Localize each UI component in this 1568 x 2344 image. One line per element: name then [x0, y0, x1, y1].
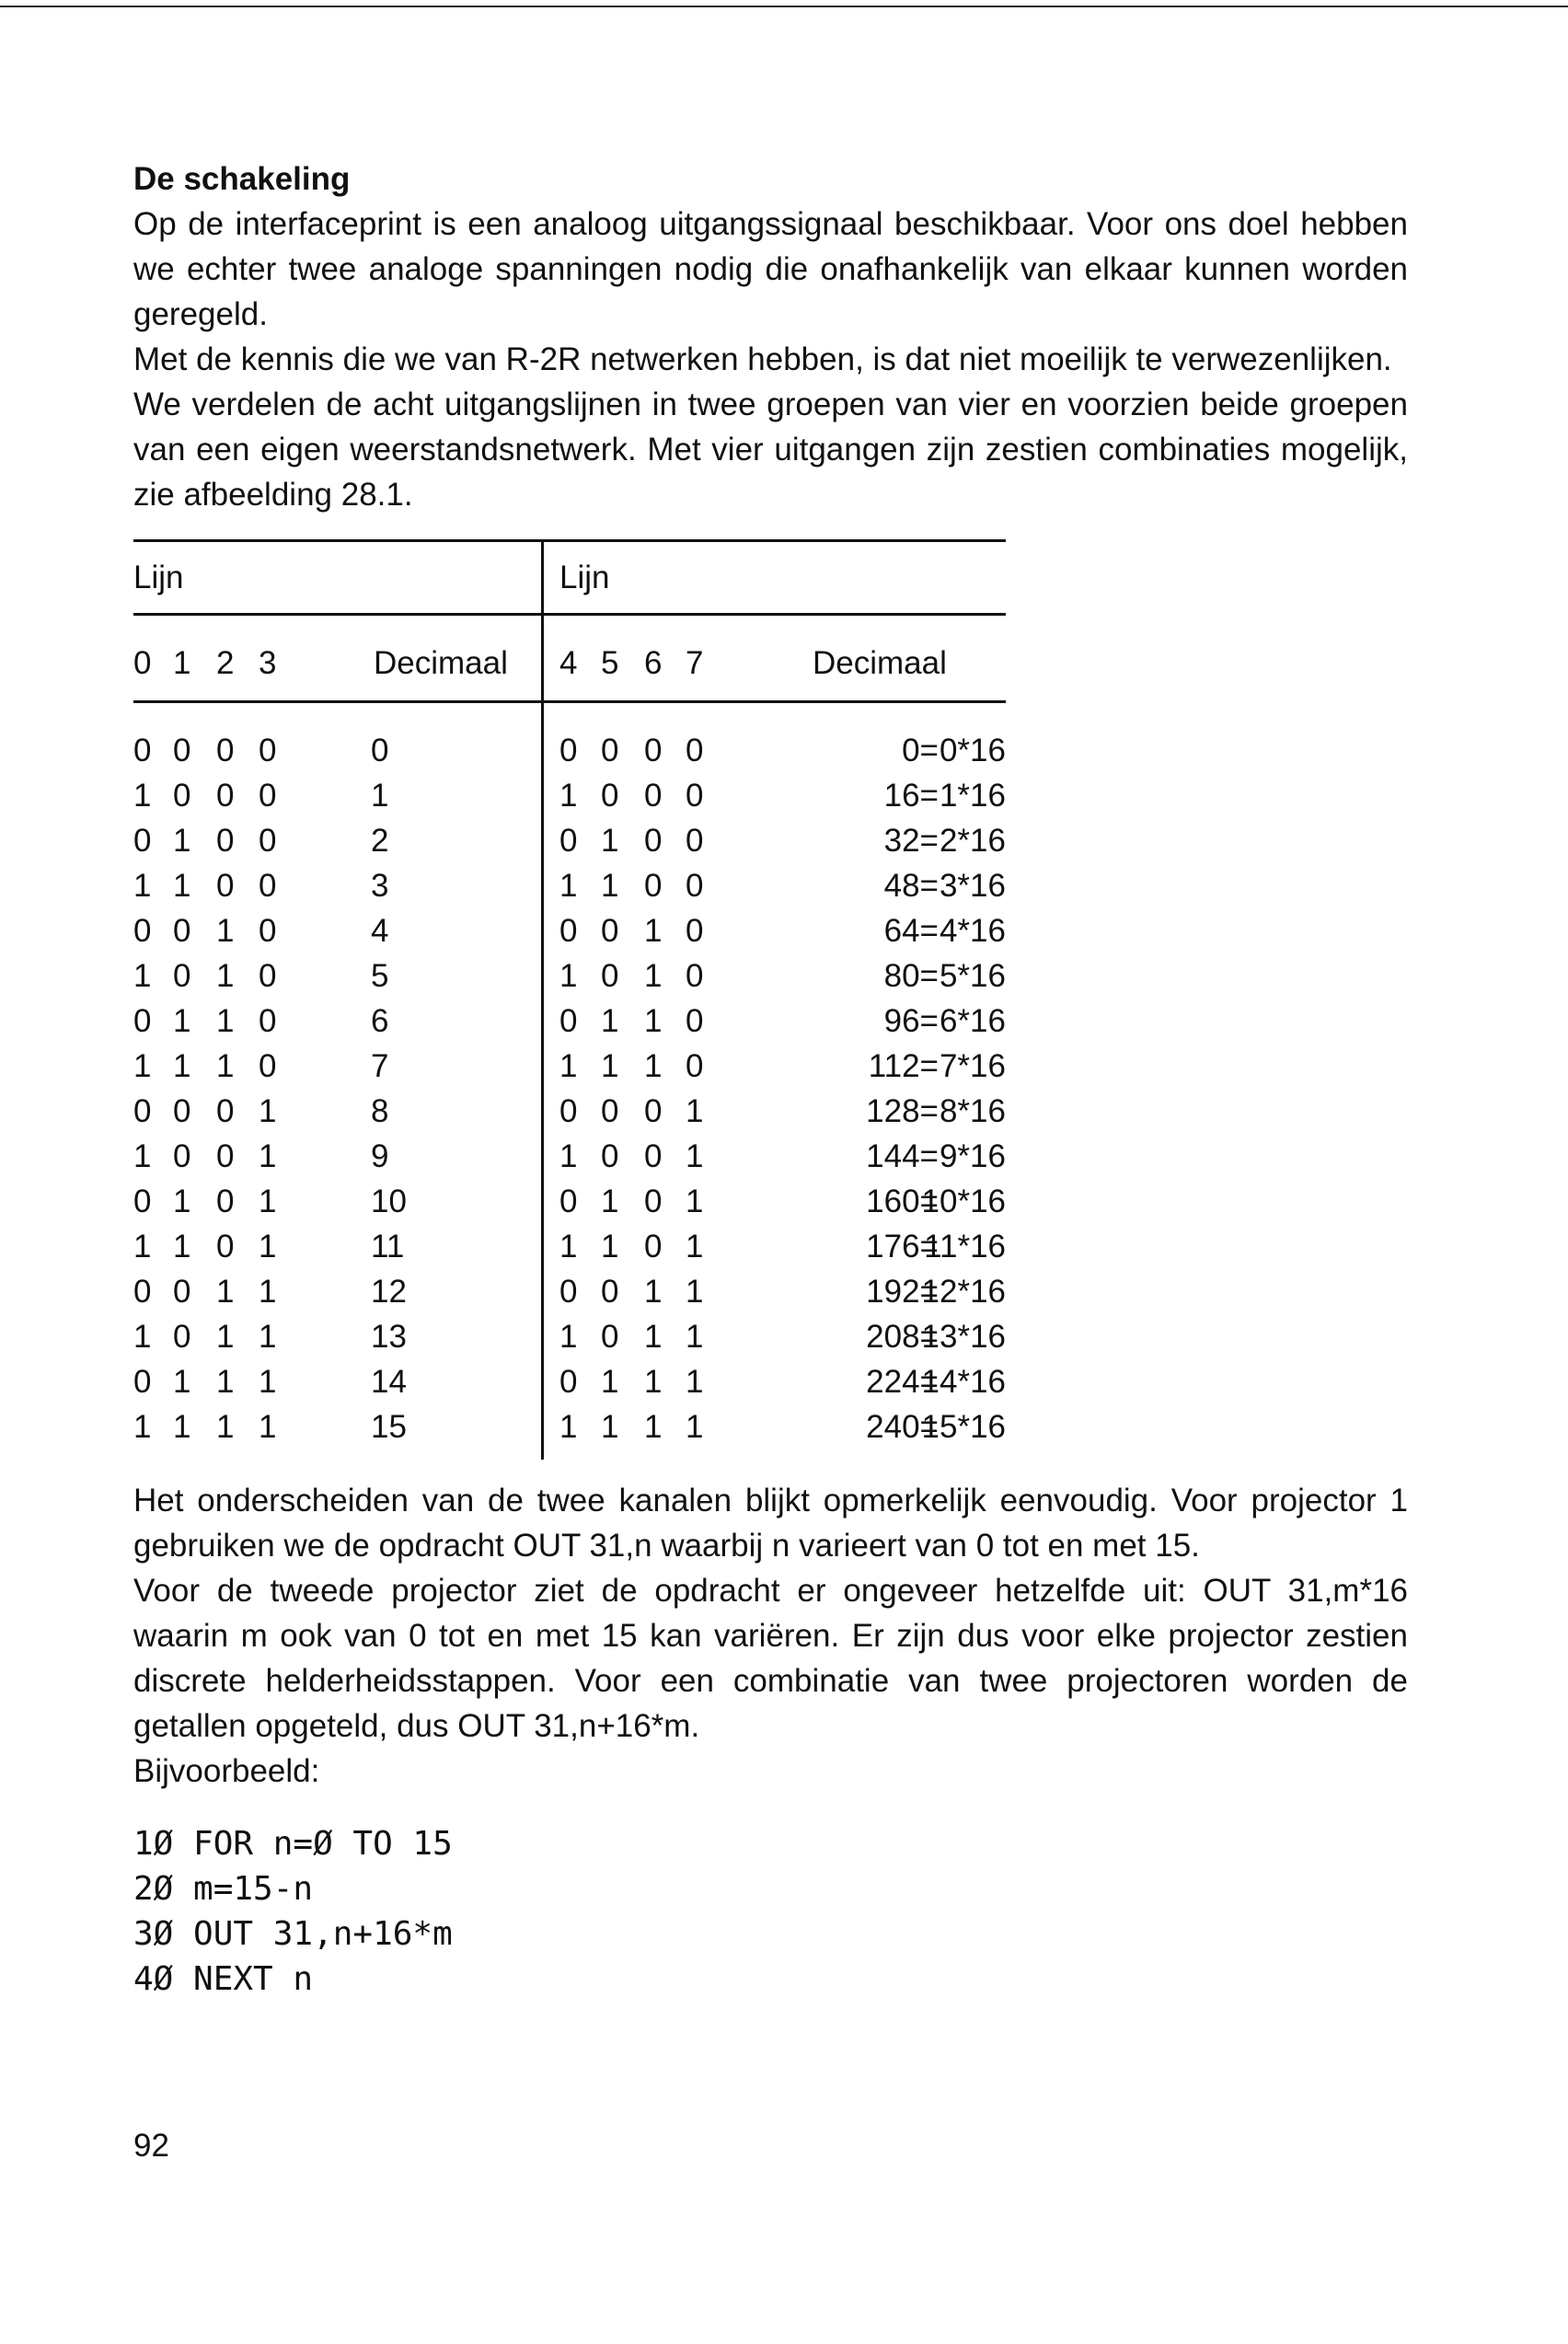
page-content: [133, 156, 1412, 2002]
bit-cell: 1: [133, 958, 152, 994]
bit-cell: 1: [216, 1319, 235, 1355]
bit-cell: 1: [259, 1229, 277, 1264]
bit-cell: 0: [259, 1048, 277, 1084]
bit-cell: 0: [133, 1093, 152, 1129]
bit-cell: 1: [173, 823, 191, 859]
bit-cell: 0: [601, 1274, 619, 1310]
top-rule: [0, 6, 1568, 7]
decimal-cell: 1: [371, 778, 389, 814]
bit-cell: 0: [173, 1319, 191, 1355]
bit-cell: 0: [686, 868, 704, 904]
col-header: 0: [133, 645, 152, 681]
bit-cell: 0: [133, 823, 152, 859]
bit-cell: 1: [601, 1003, 619, 1039]
bit-cell: 0: [559, 733, 578, 768]
bit-cell: 1: [559, 1138, 578, 1174]
multiplier-cell: 14*16: [921, 1364, 1006, 1400]
bit-cell: 1: [216, 958, 235, 994]
bit-cell: 0: [133, 1003, 152, 1039]
section-heading: De schakeling: [133, 161, 351, 197]
decimal-cell: 12: [371, 1274, 407, 1310]
value-cell: 176=: [866, 1229, 939, 1264]
bit-cell: 0: [644, 1229, 663, 1264]
bit-cell: 1: [601, 823, 619, 859]
group-header-right: Lijn: [559, 560, 610, 595]
bit-cell: 1: [601, 1409, 619, 1445]
bit-cell: 0: [259, 958, 277, 994]
bit-cell: 0: [259, 868, 277, 904]
decimal-cell: 6: [371, 1003, 389, 1039]
bit-cell: 0: [216, 868, 235, 904]
paragraph: Met de kennis die we van R-2R netwerken hebben, is dat niet moeilijk te verwezenlijken.: [133, 341, 1392, 377]
paragraph: We verdelen de acht uitgangslijnen in twee groepen van vier en voorzien beide groepen van een eigen weerstandsnetwerk. Met vier uitgangen zijn zestien combinaties mogelijk, zie afbeelding 28.1.: [133, 387, 1408, 513]
decimal-cell: 2: [371, 823, 389, 859]
bit-cell: 0: [601, 913, 619, 949]
value-cell: 224=: [866, 1364, 939, 1400]
value-cell: 80=: [883, 958, 939, 994]
bit-cell: 1: [173, 1364, 191, 1400]
bit-cell: 0: [259, 913, 277, 949]
bit-cell: 1: [133, 1048, 152, 1084]
bit-cell: 1: [259, 1138, 277, 1174]
value-cell: 64=: [883, 913, 939, 949]
bit-cell: 0: [173, 1274, 191, 1310]
bit-cell: 1: [686, 1093, 704, 1129]
decimal-cell: 7: [371, 1048, 389, 1084]
bit-cell: 1: [559, 1229, 578, 1264]
bit-cell: 0: [686, 913, 704, 949]
multiplier-cell: 6*16: [939, 1003, 1006, 1039]
bit-cell: 1: [559, 1409, 578, 1445]
bit-cell: 1: [686, 1184, 704, 1219]
value-cell: 240=: [866, 1409, 939, 1445]
multiplier-cell: 12*16: [921, 1274, 1006, 1310]
col-header: 4: [559, 645, 578, 681]
col-header: 6: [644, 645, 663, 681]
bit-cell: 1: [173, 1229, 191, 1264]
decimal-cell: 15: [371, 1409, 407, 1445]
bit-cell: 1: [559, 1319, 578, 1355]
multiplier-cell: 15*16: [921, 1409, 1006, 1445]
bit-cell: 0: [559, 1003, 578, 1039]
bit-cell: 1: [216, 1003, 235, 1039]
bit-cell: 0: [173, 733, 191, 768]
bit-cell: 0: [644, 778, 663, 814]
table-header-rule: [133, 613, 1006, 616]
bit-cell: 0: [133, 913, 152, 949]
paragraph: Het onderscheiden van de twee kanalen blijkt opmerkelijk eenvoudig. Voor projector 1 gebruiken we de opdracht OUT 31,n waarbij n varieert van 0 tot en met 15.: [133, 1483, 1408, 1564]
multiplier-cell: 13*16: [921, 1319, 1006, 1355]
bit-cell: 0: [259, 733, 277, 768]
bit-cell: 0: [601, 1093, 619, 1129]
bit-cell: 0: [686, 1048, 704, 1084]
table-body-rule: [133, 700, 1006, 703]
col-header: Decimaal: [813, 645, 947, 681]
bit-cell: 1: [559, 868, 578, 904]
multiplier-cell: 8*16: [939, 1093, 1006, 1129]
value-cell: 96=: [883, 1003, 939, 1039]
value-cell: 144=: [866, 1138, 939, 1174]
bit-cell: 0: [216, 1184, 235, 1219]
decimal-cell: 0: [371, 733, 389, 768]
bit-cell: 1: [644, 1048, 663, 1084]
bit-cell: 1: [686, 1364, 704, 1400]
bit-cell: 1: [216, 1364, 235, 1400]
bit-cell: 1: [644, 1319, 663, 1355]
decimal-cell: 9: [371, 1138, 389, 1174]
bit-cell: 0: [686, 958, 704, 994]
bit-cell: 0: [559, 913, 578, 949]
bit-table: [133, 539, 1006, 1460]
bit-cell: 1: [559, 958, 578, 994]
value-cell: 32=: [883, 823, 939, 859]
col-header: 7: [686, 645, 704, 681]
bit-cell: 0: [133, 733, 152, 768]
col-header: 5: [601, 645, 619, 681]
bit-cell: 1: [686, 1409, 704, 1445]
bit-cell: 0: [644, 1184, 663, 1219]
bit-cell: 0: [559, 1274, 578, 1310]
bit-cell: 0: [216, 778, 235, 814]
bit-cell: 0: [559, 823, 578, 859]
bit-cell: 1: [686, 1229, 704, 1264]
multiplier-cell: 0*16: [939, 733, 1006, 768]
decimal-cell: 10: [371, 1184, 407, 1219]
bit-cell: 1: [216, 913, 235, 949]
bit-cell: 0: [601, 1319, 619, 1355]
decimal-cell: 4: [371, 913, 389, 949]
bit-cell: 1: [644, 1364, 663, 1400]
bit-cell: 1: [259, 1319, 277, 1355]
bit-cell: 0: [686, 733, 704, 768]
decimal-cell: 3: [371, 868, 389, 904]
bit-cell: 1: [133, 778, 152, 814]
multiplier-cell: 7*16: [939, 1048, 1006, 1084]
bit-cell: 0: [133, 1184, 152, 1219]
bit-cell: 1: [259, 1093, 277, 1129]
bit-cell: 1: [686, 1274, 704, 1310]
bit-cell: 0: [216, 823, 235, 859]
bit-cell: 0: [644, 868, 663, 904]
col-header: 1: [173, 645, 191, 681]
code-line: 3Ø OUT 31,n+16*m: [133, 1915, 453, 1953]
bit-cell: 0: [686, 1003, 704, 1039]
multiplier-cell: 9*16: [939, 1138, 1006, 1174]
bit-cell: 1: [173, 1003, 191, 1039]
bit-cell: 1: [601, 1229, 619, 1264]
bit-cell: 0: [559, 1184, 578, 1219]
bit-cell: 1: [559, 1048, 578, 1084]
bit-cell: 0: [686, 823, 704, 859]
bit-cell: 1: [216, 1048, 235, 1084]
value-cell: 192=: [866, 1274, 939, 1310]
bit-cell: 1: [259, 1274, 277, 1310]
bit-cell: 0: [559, 1364, 578, 1400]
bit-cell: 1: [216, 1409, 235, 1445]
bit-cell: 1: [173, 1184, 191, 1219]
value-cell: 128=: [866, 1093, 939, 1129]
bit-cell: 1: [133, 1319, 152, 1355]
multiplier-cell: 3*16: [939, 868, 1006, 904]
multiplier-cell: 2*16: [939, 823, 1006, 859]
bit-cell: 1: [173, 868, 191, 904]
bit-cell: 0: [173, 778, 191, 814]
bit-cell: 0: [644, 823, 663, 859]
bit-cell: 1: [259, 1364, 277, 1400]
table-top-rule: [133, 539, 1006, 542]
bit-cell: 0: [173, 1093, 191, 1129]
bit-cell: 0: [259, 1003, 277, 1039]
table-divider: [541, 539, 544, 1460]
bit-cell: 1: [644, 1003, 663, 1039]
bit-cell: 1: [133, 868, 152, 904]
group-header-left: Lijn: [133, 560, 184, 595]
bit-cell: 0: [644, 1138, 663, 1174]
bit-cell: 0: [173, 913, 191, 949]
bit-cell: 1: [133, 1409, 152, 1445]
bit-cell: 1: [173, 1048, 191, 1084]
bit-cell: 1: [601, 1048, 619, 1084]
multiplier-cell: 11*16: [924, 1229, 1006, 1264]
paragraph: Voor de tweede projector ziet de opdracht er ongeveer hetzelfde uit: OUT 31,m*16 waarin m ook van 0 tot en met 15 kan variëren. Er zijn dus voor elke projector zestien discrete helderheidsstappen. Voor een combinatie van twee projectoren worden de getallen opgeteld, dus OUT 31,n+16*m.: [133, 1573, 1408, 1744]
bit-cell: 0: [559, 1093, 578, 1129]
value-cell: 208=: [866, 1319, 939, 1355]
value-cell: 112=: [868, 1048, 939, 1084]
paragraph: Op de interfaceprint is een analoog uitgangssignaal beschikbaar. Voor ons doel hebben we echter twee analoge spanningen nodig die onafhankelijk van elkaar kunnen worden geregeld.: [133, 206, 1408, 332]
bit-cell: 1: [644, 958, 663, 994]
decimal-cell: 13: [371, 1319, 407, 1355]
decimal-cell: 8: [371, 1093, 389, 1129]
multiplier-cell: 1*16: [939, 778, 1006, 814]
multiplier-cell: 10*16: [921, 1184, 1006, 1219]
col-header: Decimaal: [374, 645, 508, 681]
bit-cell: 0: [216, 1229, 235, 1264]
value-cell: 16=: [883, 778, 939, 814]
bit-cell: 1: [216, 1274, 235, 1310]
bit-cell: 0: [644, 733, 663, 768]
bit-cell: 1: [686, 1319, 704, 1355]
bit-cell: 0: [133, 1364, 152, 1400]
decimal-cell: 11: [371, 1229, 405, 1264]
decimal-cell: 14: [371, 1364, 407, 1400]
bit-cell: 1: [133, 1229, 152, 1264]
code-line: 2Ø m=15-n: [133, 1870, 314, 1908]
bit-cell: 0: [133, 1274, 152, 1310]
bit-cell: 0: [601, 1138, 619, 1174]
multiplier-cell: 5*16: [939, 958, 1006, 994]
bit-cell: 1: [644, 913, 663, 949]
bit-cell: 1: [644, 1409, 663, 1445]
bit-cell: 0: [259, 823, 277, 859]
code-line: 4Ø NEXT n: [133, 1960, 314, 1998]
bit-cell: 1: [644, 1274, 663, 1310]
bit-cell: 0: [601, 778, 619, 814]
value-cell: 0=: [902, 733, 939, 768]
bit-cell: 0: [259, 778, 277, 814]
value-cell: 48=: [883, 868, 939, 904]
bit-cell: 0: [601, 958, 619, 994]
value-cell: 160=: [866, 1184, 939, 1219]
bit-cell: 1: [601, 1364, 619, 1400]
decimal-cell: 5: [371, 958, 389, 994]
bit-cell: 1: [559, 778, 578, 814]
bit-cell: 1: [259, 1409, 277, 1445]
bit-cell: 1: [601, 868, 619, 904]
bit-cell: 0: [216, 1138, 235, 1174]
bit-cell: 0: [216, 1093, 235, 1129]
page-number: 92: [133, 2128, 169, 2164]
code-line: 1Ø FOR n=Ø TO 15: [133, 1825, 453, 1863]
multiplier-cell: 4*16: [939, 913, 1006, 949]
code-listing: [133, 1821, 1412, 2002]
bit-cell: 1: [601, 1184, 619, 1219]
bit-cell: 0: [644, 1093, 663, 1129]
bit-cell: 1: [133, 1138, 152, 1174]
bit-cell: 0: [173, 1138, 191, 1174]
bit-cell: 0: [173, 958, 191, 994]
col-header: 3: [259, 645, 277, 681]
bit-cell: 0: [601, 733, 619, 768]
bit-cell: 1: [259, 1184, 277, 1219]
bit-cell: 0: [216, 733, 235, 768]
bit-cell: 1: [686, 1138, 704, 1174]
bit-cell: 1: [173, 1409, 191, 1445]
bit-cell: 0: [686, 778, 704, 814]
paragraph: Bijvoorbeeld:: [133, 1753, 320, 1789]
col-header: 2: [216, 645, 235, 681]
